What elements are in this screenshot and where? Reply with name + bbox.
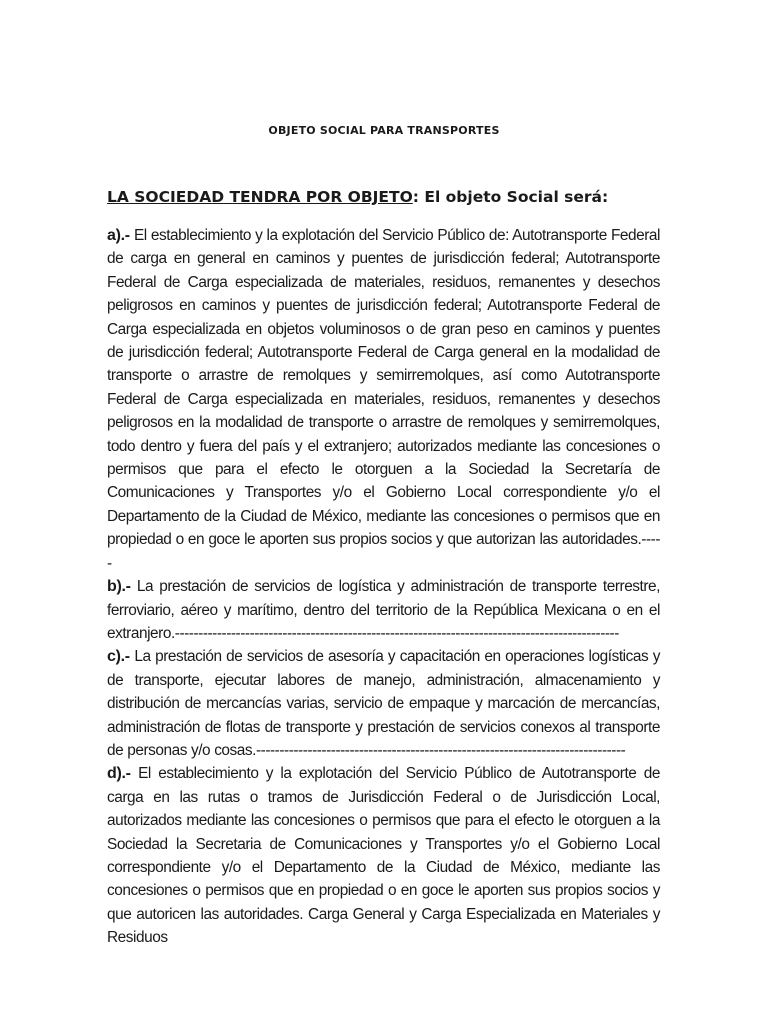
object-heading-rest: : El objeto Social será: <box>412 188 609 206</box>
section-c <box>107 645 660 762</box>
section-a-text: El establecimiento y la explotación del Servicio Público de: Autotransporte Federal de carga en general en caminos y puentes de jurisdicción federal; Autotransporte Federal de Carga especializada de materiales, residuos, remanentes y desechos peligrosos en caminos y puentes de jurisdicción federal; Autotransporte Federal de Carga especializada en objetos voluminosos o de gran peso en caminos y puentes de jurisdicción federal; Autotransporte Federal de Carga general en la modalidad de transporte o arrastre de remolques y semirremolques, así como Autotransporte Federal de Carga especializada en materiales, residuos, remanentes y desechos peligrosos en la modalidad de transporte o arrastre de remolques y semirremolques, todo dentro y fuera del país y el extranjero; autorizados mediante las concesiones o permisos que para el efecto le otorguen a la Sociedad la Secretaría de Comunicaciones y Transportes y/o el Gobierno Local correspondiente y/o el Departamento de la Ciudad de México, mediante las concesiones o permisos que en propiedad o en goce le aporten sus propios socios y que autorizan las autoridades.----- <box>107 227 660 572</box>
section-a <box>107 224 660 575</box>
object-heading <box>107 188 662 206</box>
section-d-text: El establecimiento y la explotación del Servicio Público de Autotransporte de carga en las rutas o tramos de Jurisdicción Federal o de Jurisdicción Local, autorizados mediante las concesiones o permisos que para el efecto le otorguen a la Sociedad la Secretaria de Comunicaciones y Transportes y/o el Gobierno Local correspondiente y/o el Departamento de la Ciudad de México, mediante las concesiones o permisos que en propiedad o en goce le aporten sus propios socios y que autoricen las autoridades. Carga General y Carga Especializada en Materiales y Residuos <box>107 765 660 947</box>
section-d <box>107 762 660 949</box>
section-d-label: d).- <box>107 765 131 783</box>
section-b <box>107 575 660 645</box>
section-b-text: La prestación de servicios de logística y administración de transporte terrestre, ferroviario, aéreo y marítimo, dentro del territorio de la República Mexicana o en el extranjero.----------------------------------------------------------------------------------------------- <box>107 578 660 642</box>
section-c-text: La prestación de servicios de asesoría y capacitación en operaciones logísticas y de transporte, ejecutar labores de manejo, administración, almacenamiento y distribución de mercancías varias, servicio de empaque y marcación de mercancías, administración de flotas de transporte y prestación de servicios conexos al transporte de personas y/o cosas.------------------------------------------------------------------------------- <box>107 648 660 759</box>
section-a-label: a).- <box>107 227 130 244</box>
document-body <box>107 224 660 950</box>
section-b-label: b).- <box>107 578 131 596</box>
section-c-label: c).- <box>107 648 130 666</box>
document-title: OBJETO SOCIAL PARA TRANSPORTES <box>268 124 500 137</box>
object-heading-underlined: LA SOCIEDAD TENDRA POR OBJETO <box>107 188 413 206</box>
